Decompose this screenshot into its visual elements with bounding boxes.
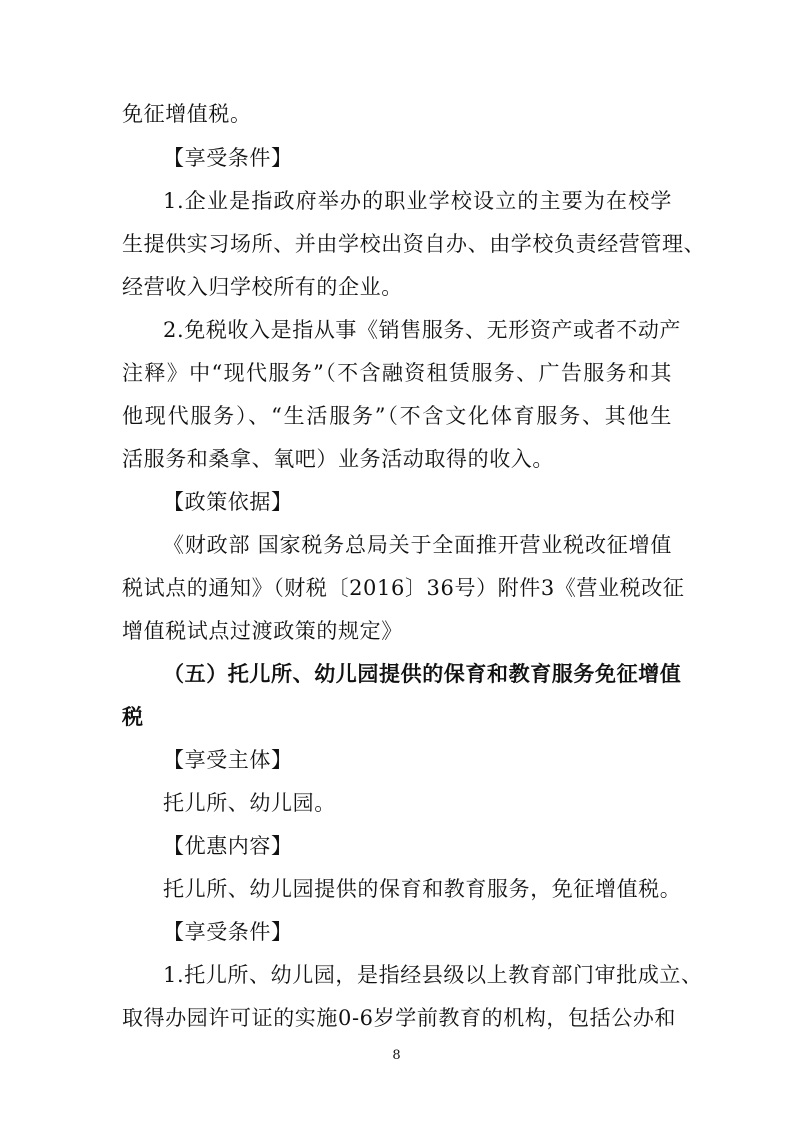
condition-item-1b-line-2: 取得办园许可证的实施0-6岁学前教育的机构，包括公办和 (122, 1006, 677, 1030)
condition-item-2-line-3: 他现代服务）、“生活服务”（不含文化体育服务、其他生 (122, 404, 672, 428)
section-heading-conditions-2: 【享受条件】 (163, 920, 293, 944)
section-heading-benefit: 【优惠内容】 (163, 834, 293, 858)
page-number: 8 (392, 1048, 401, 1063)
item-5-title-line-2: 税 (122, 705, 144, 729)
condition-item-1-line-3: 经营收入归学校所有的企业。 (122, 275, 403, 299)
benefit-text: 托儿所、幼儿园提供的保育和教育服务，免征增值税。 (163, 877, 682, 901)
condition-item-2-line-1: 2.免税收入是指从事《销售服务、无形资产或者不动产 (163, 318, 682, 342)
condition-item-2-line-2: 注释》中“现代服务”（不含融资租赁服务、广告服务和其 (122, 361, 672, 385)
policy-basis-line-1: 《财政部 国家税务总局关于全面推开营业税改征增值 (163, 533, 672, 557)
condition-item-1-line-1: 1.企业是指政府举办的职业学校设立的主要为在校学 (163, 189, 672, 213)
condition-item-2-line-4: 活服务和桑拿、氧吧）业务活动取得的收入。 (122, 447, 554, 471)
section-heading-beneficiary: 【享受主体】 (163, 748, 293, 772)
paragraph-continuation: 免征增值税。 (122, 102, 252, 126)
condition-item-1-line-2: 生提供实习场所、并由学校出资自办、由学校负责经营管理、 (122, 232, 706, 256)
section-heading-conditions: 【享受条件】 (163, 146, 293, 170)
policy-basis-line-2: 税试点的通知》（财税〔2016〕36号）附件3《营业税改征 (122, 576, 685, 600)
beneficiary-text: 托儿所、幼儿园。 (163, 791, 336, 815)
item-5-title-line-1: （五）托儿所、幼儿园提供的保育和教育服务免征增值 (163, 662, 682, 686)
section-heading-policy-basis: 【政策依据】 (163, 490, 293, 514)
policy-basis-line-3: 增值税试点过渡政策的规定》 (122, 619, 403, 643)
condition-item-1b-line-1: 1.托儿所、幼儿园，是指经县级以上教育部门审批成立、 (163, 963, 703, 987)
